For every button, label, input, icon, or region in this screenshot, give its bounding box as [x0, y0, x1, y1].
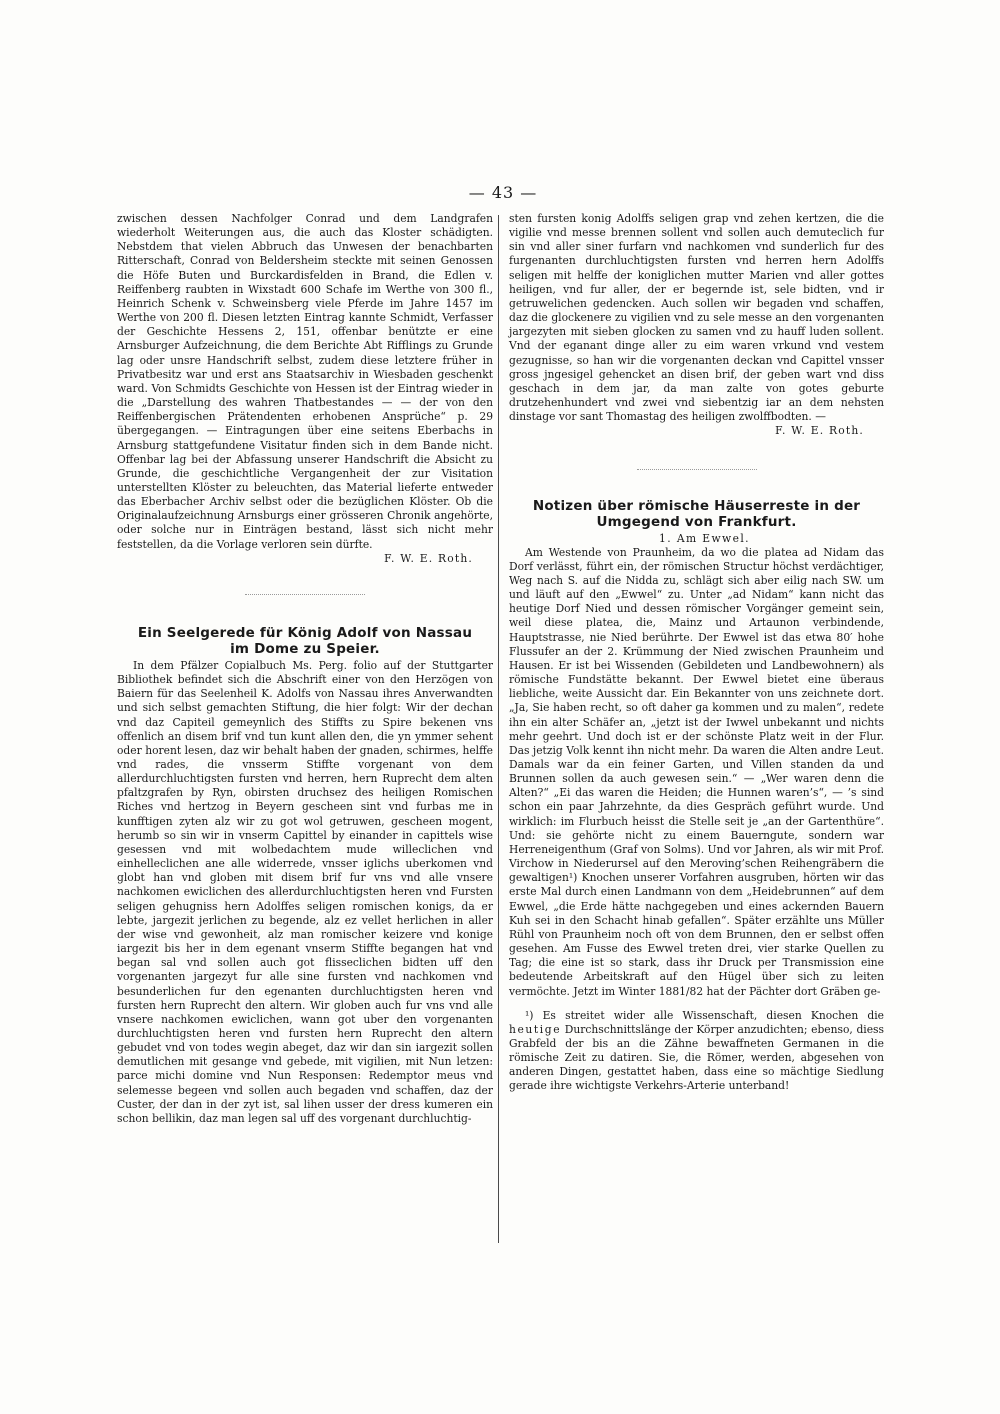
- article-title-line: Notizen über römische Häuserreste in der: [532, 497, 861, 514]
- article-continuation-paragraph: zwischen dessen Nachfolger Conrad und dem Landgrafen wiederholt Weiterungen aus, die auch das Kloster schädigten. Nebstdem that vielen Abbruch das Unwesen der benachbarten Ritterschaft, Conrad von Beldersheim steckte mit seinen Genossen die Höfe Buten und Burckardisfelden in Brand, die Edlen v. Reiffenberg raubten in Wixstadt 600 Schafe im Werthe von 300 fl., Heinrich Schenk v. Schweinsberg viele Pferde im Jahre 1457 im Werthe von 200 fl. Diesen letzten Eintrag kannte Schmidt, Verfasser der Geschichte Hessens 2, 151, offenbar benützte er eine Arnsburger Aufzeichnung, die dem Berichte Abt Rifflings zu Grunde lag oder unsre Handschrift selbst, zudem diese letztere früher in Privatbesitz war und erst ans Staatsarchiv in Wiesbaden geschenkt ward. Von Schmidts Geschichte von Hessen ist der Eintrag wieder in die „Darstellung des wahren Thatbestandes — — der von den Reiffenbergischen Prätendenten erhobenen Ansprüche“ p. 29 übergegangen. — Eintragungen über eine seitens Eberbachs in Arnsburg stattgefundene Visitatur finden sich in dem Bande nicht. Offenbar lag bei der Abfassung unserer Handschrift die Absicht zu Grunde, die geschichtliche Vergangenheit der zur Visitation unterstellten Klöster zu beleuchten, das Material lieferte entweder das Eberbacher Archiv selbst oder die bezüglichen Klöster. Ob die Originalaufzeichnung Arnsburgs einer grösseren Chronik angehörte, oder solche nur in Einträgen bestand, lässt sich nicht mehr feststellen, da die Vorlage verloren sein dürfte.: [117, 212, 493, 551]
- footnote-text: [509, 1009, 884, 1094]
- footnote-mark: ¹): [525, 1008, 534, 1022]
- article-paragraph: [509, 546, 884, 999]
- right-column: [509, 212, 884, 1094]
- section-separator: [637, 469, 757, 470]
- article-title-line: Ein Seelgerede für König Adolf von Nassau: [137, 624, 473, 641]
- article-continuation-paragraph: sten fursten konig Adolffs seligen grap vnd zehen kertzen, die die vigilie vnd messe brennen sollent vnd sollen auch demuteclich fur sin vnd aller siner furfarn vnd nachkomen vnd sunderlich fur des furgenanten durchluchtigsten fursten vnd herren hern Adolffs seligen mit helffe der koniglichen mutter Marien vnd aller gottes heiligen, vnd fur aller, der er begernde ist, sele bidten, vnd ir getruwelichen gedencken. Auch sollen wir begaden vnd schaffen, daz die glockenere zu vigilien vnd zu sele messe an den vorgenanten jargezyten mit sieben glocken zu samen vnd zu hauff luden sollent. Vnd der eganant dinge aller zu eim waren vrkund vnd vestem gezugnisse, so han wir die vorgenanten deckan vnd Capittel vnsser gross jngesigel gehencket an disen brif, der geben wart vnd diss geschach in dem jar, da man zalte von gotes geburte drutzehenhundert vnd zwei vnd siebentzig iar an dem nehsten dinstage vor sant Thomastag des heiligen zwolffbodten. —: [509, 212, 884, 424]
- left-column: [117, 212, 493, 1126]
- article-paragraph: In dem Pfälzer Copialbuch Ms. Perg. folio auf der Stuttgarter Bibliothek befindet sich die Abschrift einer von den Herzögen von Baiern für das Seelenheil K. Adolfs von Nassau ihres Anverwandten und sich selbst gemachten Stiftung, die hier folgt: Wir der dechan vnd daz Capiteil gemeynlich des Stiffts zu Spire bekenen vns offenlich an disem brif vnd tun kunt allen den, die yn ymmer sehent oder horent lesen, daz wir behalt haben der gnaden, schirmes, helffe vnd rades, die vnsserm Stiffte vorgenant von dem allerdurchluchtigsten fursten vnd herren, hern Ruprecht dem alten pfaltzgrafen by Ryn, obirsten druchsez des heiligen Romischen Riches vnd hertzog in Beyern gescheen sint vnd furbas me in kunfftigen zyten alz wir zu got wol getruwen, gescheen mogent, herumb so sin wir in vnserm Capittel by einander in capittels wise gesessen vnd mit wolbedachtem mude willeclichen vnd einhelleclichen ane alle widerrede, vnsser iglichs uberkomen vnd globt han vnd globen mit disem brif fur vns vnd alle vnsere nachkomen ewiclichen des allerdurchluchtigsten heren vnd Fursten seligen gehugniss hern Adolffes seligen romischen konigs, da er lebte, jargezit jerlichen zu begende, alz ez vellet herlichen in aller der wise vnd gewonheit, alz man romischer keizere vnd konige iargezit bis her in dem egenant vnserm Stiffte begangen hat vnd began sal vnd sollen auch got flisseclichen bidten uff den vorgenanten jargezyt fur alle sine fursten vnd nachkomen vnd besunderlichen fur den egenanten durchluchtigsten heren vnd fursten hern Ruprecht den altern. Wir globen auch fur vns vnd alle vnsere nachkomen ewiclichen, wann got uber den vorgenanten durchluchtigsten heren vnd fursten hern Ruprecht den altern gebudet vnd von todes wegin abeget, daz wir dan sin iargezit sollen demutlichen mit gesange vnd gebede, mit vigilien, mit Nun letzen: parce michi domine vnd Nun Responsen: Redemptor meus vnd selemesse begeen vnd sollen auch begaden vnd schaffen, daz der Custer, der dan in der zyt ist, sal lihen usser der dress kumeren ein schon bellikin, daz man legen sal uff des vorgenant durchluchtig-: [117, 658, 493, 1125]
- footnote-emphasis: heutige: [509, 1022, 562, 1036]
- author-signature: F. W. E. Roth.: [775, 424, 864, 438]
- article-title: [117, 625, 493, 657]
- article-title: [509, 498, 884, 530]
- section-subheading: 1. Am Ewwel.: [659, 531, 750, 545]
- footnote-text-part: Es streitet wider alle Wissenschaft, diesen Knochen die: [533, 1008, 884, 1022]
- footnote-reference: ¹): [568, 871, 578, 885]
- author-signature: F. W. E. Roth.: [384, 551, 473, 565]
- footnote-text-part: Durchschnittslänge der Körper anzudichten; ebenso, diess Grabfeld der bis an die Zähne bewaffneten Germanen in die römische Zeit zu datiren. Sie, die Römer, werden, abgesehen von anderen Dingen, gestattet haben, dass eine so mächtige Siedlung gerade ihre wichtigste Verkehrs-Arterie unterband!: [509, 1022, 884, 1093]
- article-title-line: im Dome zu Speier.: [230, 640, 380, 657]
- page-number: — 43 —: [468, 183, 538, 202]
- section-separator: [245, 594, 365, 595]
- column-divider: [498, 215, 499, 1243]
- paragraph-text: Knochen unserer Vorfahren ausgruben, hörten wir das erste Mal durch einen Landmann von dem „Heidebrunnen“ auf dem Ewwel, „die Erde hätte nachgegeben und eines ackernden Bauern Kuh sei in den Schacht hinab gefallen“. Später erzählte uns Müller Rühl von Praunheim noch oft von dem Brunnen, den er selbst offen gesehen. Am Fusse des Ewwel treten drei, vier starke Quellen zu Tag; die eine ist so stark, dass ihr Druck per Transmission eine bedeutende Arbeitskraft auf den Hügel über sich zu leiten vermöchte. Jetzt im Winter 1881/82 hat der Pächter dort Gräben ge-: [509, 871, 884, 998]
- article-title-line: Umgegend von Frankfurt.: [596, 513, 797, 530]
- paragraph-text: Am Westende von Praunheim, da wo die platea ad Nidam das Dorf verlässt, führt ein, der römischen Structur höchst verdächtiger, Weg nach S. auf die Nidda zu, schlägt sich aber eilig nach SW. um und läuft auf den „Ewwel“ zu. Unter „ad Nidam“ kann nicht das heutige Dorf Nied und dessen römischer Vorgänger gemeint sein, weil diese platea, die, Mainz und Artaunon verbindende, Hauptstrasse, nie Nied berührte. Der Ewwel ist das etwa 80′ hohe Flussufer an der 2. Krümmung der Nied zwischen Praunheim und Hausen. Er ist bei Wissenden (Gebildeten und Landbewohnern) als römische Fundstätte bekannt. Der Ewwel bietet eine überaus liebliche, weite Aussicht dar. Ein Bekannter von uns zeichnete dort. „Ja, Sie haben recht, so oft daher ga kommen und zu malen“, redete ihn ein alter Schäfer an, „jetzt ist der Iwwel unbekannt und nichts mehr geehrt. Und doch ist er der schönste Platz weit in der Flur. Das jetzig Volk kennt ihn nicht mehr. Da waren die Alten andre Leut. Damals war da ein feiner Garten, und Villen standen da und Brunnen sollen da auch gewesen sein.“ — „Wer waren denn die Alten?“ „Ei das waren die Heiden; die Hunnen waren’s“, — ’s sind schon ein paar Jahrzehnte, da dies Gespräch geführt wurde. Und wirklich: im Flurbuch heisst die Stelle seit je „an der Gartenthüre“. Und: sie gehörte nicht zu einem Bauerngute, sondern war Herreneigenthum (Graf von Solms). Und vor Jahren, als wir mit Prof. Virchow in Niederursel auf den Meroving’schen Reihengräbern die gewaltigen: [509, 545, 884, 885]
- footnote: [509, 1009, 884, 1094]
